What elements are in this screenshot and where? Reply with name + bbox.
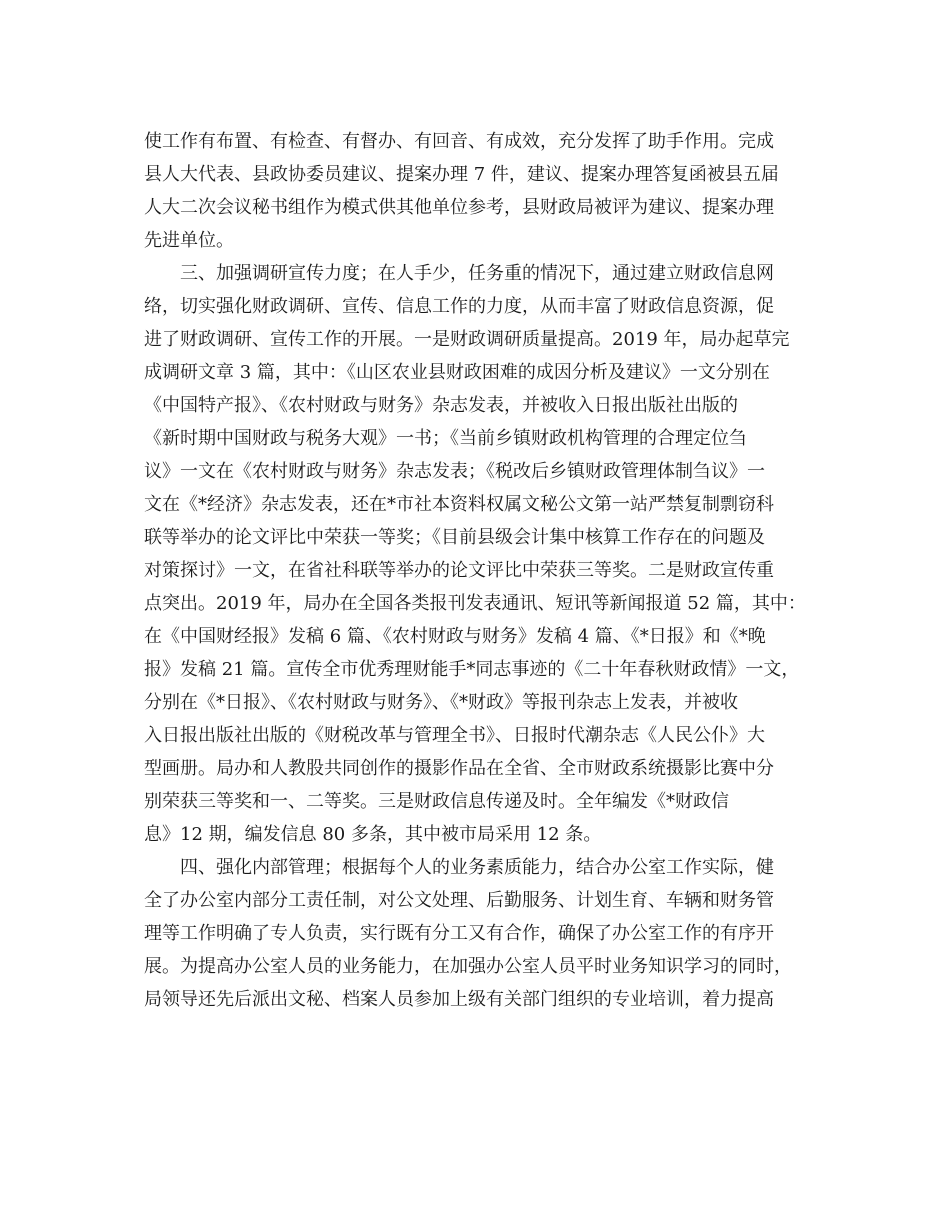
text-line: 《中国特产报》、《农村财政与财务》杂志发表，并被收入日报出版社出版的 (144, 395, 738, 416)
text-line: 进了财政调研、宣传工作的开展。一是财政调研质量提高。2019 年，局办起草完 (144, 329, 790, 350)
paragraph-first-line: 四、强化内部管理；根据每个人的业务素质能力，结合办公室工作实际，健 (180, 857, 774, 878)
text-line: 点突出。2019 年，局办在全国各类报刊发表通讯、短讯等新闻报道 52 篇，其中： (144, 593, 806, 614)
text-line: 联等举办的论文评比中荣获一等奖；《目前县级会计集中核算工作存在的问题及 (144, 527, 765, 548)
text-line: 议》一文在《农村财政与财务》杂志发表；《税改后乡镇财政管理体制刍议》一 (144, 461, 765, 482)
text-line: 人大二次会议秘书组作为模式供其他单位参考，县财政局被评为建议、提案办理 (144, 197, 774, 218)
text-line: 息》12 期，编发信息 80 多条，其中被市局采用 12 条。 (144, 824, 602, 845)
text-line: 先进单位。 (144, 230, 234, 251)
text-line: 局领导还先后派出文秘、档案人员参加上级有关部门组织的专业培训，着力提高 (144, 989, 774, 1010)
text-line: 使工作有布置、有检查、有督办、有回音、有成效，充分发挥了助手作用。完成 (144, 131, 774, 152)
text-line: 报》发稿 21 篇。宣传全市优秀理财能手*同志事迹的《二十年春秋财政情》一文， (144, 659, 800, 680)
text-line: 文在《*经济》杂志发表，还在*市社本资料权属文秘公文第一站严禁复制剽窃科 (144, 494, 774, 515)
text-line: 对策探讨》一文，在省社科联等举办的论文评比中荣获三等奖。二是财政宣传重 (144, 560, 774, 581)
text-line: 型画册。局办和人教股共同创作的摄影作品在全省、全市财政系统摄影比赛中分 (144, 758, 774, 779)
text-line: 县人大代表、县政协委员建议、提案办理 7 件，建议、提案办理答复函被县五届 (144, 164, 779, 185)
text-line: 展。为提高办公室人员的业务能力，在加强办公室人员平时业务知识学习的同时， (144, 956, 792, 977)
text-line: 全了办公室内部分工责任制，对公文处理、后勤服务、计划生育、车辆和财务管 (144, 890, 774, 911)
text-line: 别荣获三等奖和一、二等奖。三是财政信息传递及时。全年编发《*财政信 (144, 791, 729, 812)
text-line: 理等工作明确了专人负责，实行既有分工又有合作，确保了办公室工作的有序开 (144, 923, 774, 944)
text-line: 在《中国财经报》发稿 6 篇、《农村财政与财务》发稿 4 篇、《*日报》和《*晚 (144, 626, 766, 647)
paragraph-first-line: 三、加强调研宣传力度；在人手少，任务重的情况下，通过建立财政信息网 (180, 263, 774, 284)
text-line: 《新时期中国财政与税务大观》一书；《当前乡镇财政机构管理的合理定位刍 (144, 428, 747, 449)
text-line: 分别在《*日报》、《农村财政与财务》、《*财政》等报刊杂志上发表，并被收 (144, 692, 738, 713)
text-line: 络，切实强化财政调研、宣传、信息工作的力度，从而丰富了财政信息资源，促 (144, 296, 774, 317)
text-line: 成调研文章 3 篇，其中：《山区农业县财政困难的成因分析及建议》一文分别在 (144, 362, 770, 383)
text-line: 入日报出版社出版的《财税改革与管理全书》、日报时代潮杂志《人民公仆》大 (144, 725, 765, 746)
